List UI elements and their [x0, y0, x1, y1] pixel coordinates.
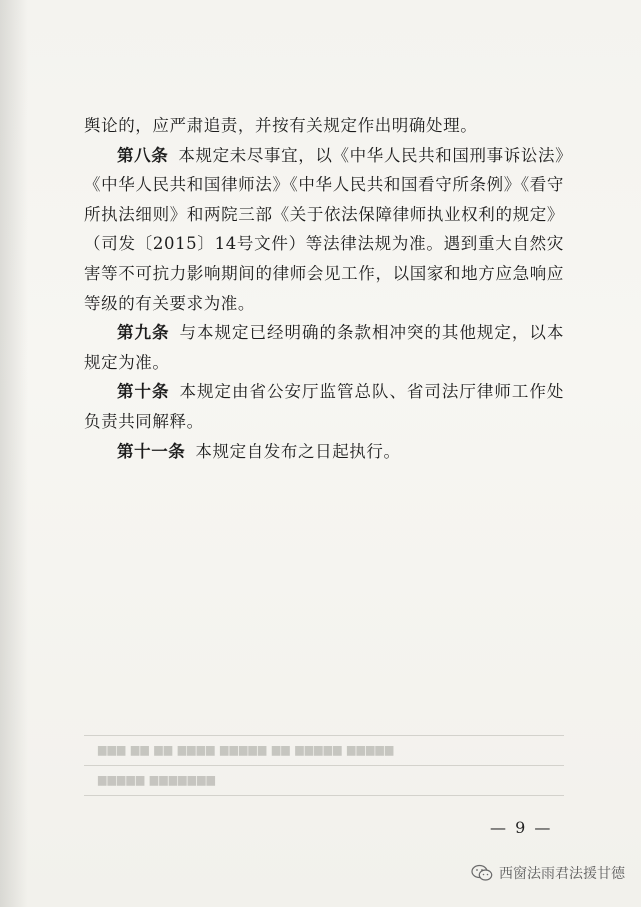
- wechat-icon: [471, 864, 493, 882]
- article-10: [84, 377, 564, 436]
- bleedthrough-line: ▆▆▆▆▆ ▆▆▆▆▆▆▆: [98, 773, 217, 786]
- bleedthrough-line: ▆▆▆ ▆▆ ▆▆ ▆▆▆▆ ▆▆▆▆▆ ▆▆ ▆▆▆▆▆ ▆▆▆▆▆: [98, 743, 395, 756]
- watermark-text: 西窗法雨君法援甘德: [499, 866, 625, 882]
- article-11: [84, 437, 564, 467]
- article-text: 本规定自发布之日起执行。: [195, 441, 401, 461]
- article-text: 与本规定已经明确的条款相冲突的其他规定，以本规定为准。: [84, 323, 564, 372]
- footer-rule-top: [84, 735, 564, 736]
- article-8: [84, 141, 564, 319]
- article-label: 第十一条: [117, 441, 186, 461]
- document-body: [84, 111, 564, 466]
- article-label: 第九条: [117, 323, 170, 343]
- paragraph-text: 舆论的，应严肃追责，并按有关规定作出明确处理。: [84, 116, 478, 135]
- article-label: 第十条: [117, 382, 170, 402]
- wechat-watermark: [471, 863, 625, 883]
- article-label: 第八条: [117, 145, 169, 165]
- article-text: 本规定由省公安厅监管总队、省司法厅律师工作处负责共同解释。: [84, 382, 564, 431]
- page-number: — 9 —: [490, 818, 553, 837]
- article-text: 本规定未尽事宜，以《中华人民共和国刑事诉讼法》《中华人民共和国律师法》《中华人民共和国看守所条例》《看守所执法细则》和两院三部《关于依法保障律师执业权利的规定》（司发〔2015〕14号文件）等法律法规为准。遇到重大自然灾害等不可抗力影响期间的律师会见工作，以国家和地方应急响应等级的有关要求为准。: [84, 145, 564, 313]
- faded-bleedthrough-footer: [84, 735, 564, 797]
- footer-rule-bottom: [84, 795, 564, 796]
- page-edge-shadow: [0, 0, 28, 907]
- footer-rule-middle: [84, 765, 564, 766]
- paragraph-continuation: [84, 111, 564, 141]
- article-9: [84, 318, 564, 377]
